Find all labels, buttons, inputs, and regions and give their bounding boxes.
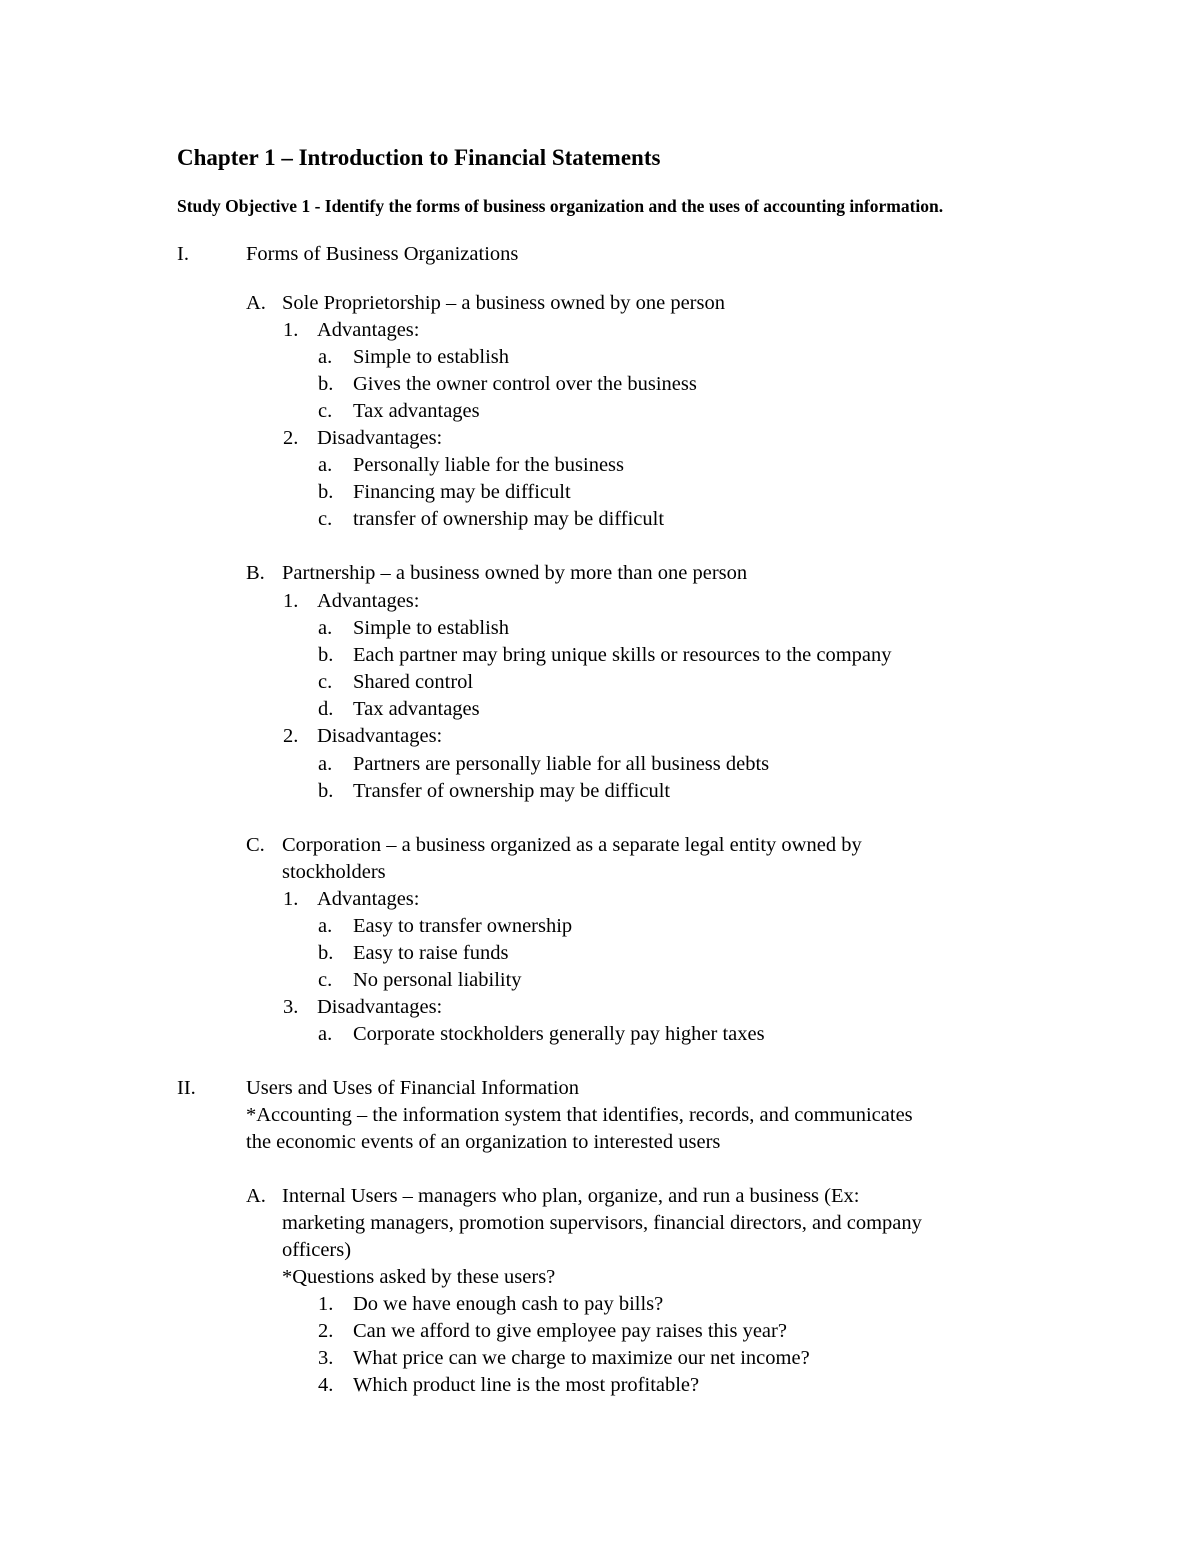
question-item: What price can we charge to maximize our net income? bbox=[353, 1347, 810, 1369]
list-item: Simple to establish bbox=[353, 617, 510, 639]
internal-users-marker: A. bbox=[246, 1185, 266, 1207]
corporation-heading-continued: stockholders bbox=[282, 861, 386, 883]
sole-proprietorship-heading: Sole Proprietorship – a business owned by one person bbox=[282, 292, 725, 314]
list-marker: b. bbox=[318, 373, 334, 395]
partnership-disadvantages-marker: 2. bbox=[283, 725, 299, 747]
question-marker: 2. bbox=[318, 1320, 334, 1342]
list-item: Corporate stockholders generally pay higher taxes bbox=[353, 1023, 765, 1045]
sole-disadvantages-marker: 2. bbox=[283, 427, 299, 449]
question-item: Can we afford to give employee pay raises this year? bbox=[353, 1320, 787, 1342]
sole-proprietorship-marker: A. bbox=[246, 292, 266, 314]
list-item: Tax advantages bbox=[353, 698, 480, 720]
corporation-disadvantages-label: Disadvantages: bbox=[317, 996, 443, 1018]
internal-users-heading-end: officers) bbox=[282, 1239, 352, 1261]
partnership-marker: B. bbox=[246, 562, 265, 584]
list-marker: a. bbox=[318, 1023, 333, 1045]
corporation-marker: C. bbox=[246, 834, 265, 856]
section-1-marker: I. bbox=[177, 243, 189, 265]
question-marker: 3. bbox=[318, 1347, 334, 1369]
list-item: Gives the owner control over the business bbox=[353, 373, 697, 395]
list-item: Easy to transfer ownership bbox=[353, 915, 573, 937]
question-item: Do we have enough cash to pay bills? bbox=[353, 1293, 664, 1315]
internal-users-heading-continued: marketing managers, promotion supervisors, financial directors, and company bbox=[282, 1212, 922, 1234]
list-item: transfer of ownership may be difficult bbox=[353, 508, 665, 530]
section-2-title: Users and Uses of Financial Information bbox=[246, 1077, 580, 1099]
sole-disadvantages-label: Disadvantages: bbox=[317, 427, 443, 449]
internal-users-heading: Internal Users – managers who plan, organize, and run a business (Ex: bbox=[282, 1185, 860, 1207]
partnership-disadvantages-label: Disadvantages: bbox=[317, 725, 443, 747]
list-marker: c. bbox=[318, 508, 333, 530]
chapter-title: Chapter 1 – Introduction to Financial Statements bbox=[177, 145, 661, 170]
list-marker: a. bbox=[318, 454, 333, 476]
list-marker: b. bbox=[318, 481, 334, 503]
accounting-definition-continued: the economic events of an organization to interested users bbox=[246, 1131, 721, 1153]
list-marker: c. bbox=[318, 400, 333, 422]
accounting-definition: *Accounting – the information system that identifies, records, and communicates bbox=[246, 1104, 913, 1126]
list-item: Easy to raise funds bbox=[353, 942, 509, 964]
list-marker: a. bbox=[318, 346, 333, 368]
list-marker: b. bbox=[318, 942, 334, 964]
list-marker: a. bbox=[318, 915, 333, 937]
list-marker: b. bbox=[318, 644, 334, 666]
corporation-heading: Corporation – a business organized as a separate legal entity owned by bbox=[282, 834, 862, 856]
section-2-marker: II. bbox=[177, 1077, 196, 1099]
partnership-heading: Partnership – a business owned by more than one person bbox=[282, 562, 748, 584]
corporation-advantages-marker: 1. bbox=[283, 888, 299, 910]
list-item: Each partner may bring unique skills or resources to the company bbox=[353, 644, 892, 666]
list-marker: d. bbox=[318, 698, 334, 720]
question-item: Which product line is the most profitable? bbox=[353, 1374, 700, 1396]
list-item: Financing may be difficult bbox=[353, 481, 571, 503]
list-item: Simple to establish bbox=[353, 346, 510, 368]
list-marker: a. bbox=[318, 617, 333, 639]
list-item: Tax advantages bbox=[353, 400, 480, 422]
list-item: Transfer of ownership may be difficult bbox=[353, 780, 671, 802]
question-marker: 1. bbox=[318, 1293, 334, 1315]
partnership-advantages-label: Advantages: bbox=[317, 590, 420, 612]
section-1-title: Forms of Business Organizations bbox=[246, 243, 519, 265]
list-marker: a. bbox=[318, 753, 333, 775]
partnership-advantages-marker: 1. bbox=[283, 590, 299, 612]
list-marker: b. bbox=[318, 780, 334, 802]
question-marker: 4. bbox=[318, 1374, 334, 1396]
list-item: No personal liability bbox=[353, 969, 522, 991]
sole-advantages-marker: 1. bbox=[283, 319, 299, 341]
list-marker: c. bbox=[318, 969, 333, 991]
list-item: Personally liable for the business bbox=[353, 454, 625, 476]
questions-label: *Questions asked by these users? bbox=[282, 1266, 556, 1288]
corporation-advantages-label: Advantages: bbox=[317, 888, 420, 910]
list-item: Shared control bbox=[353, 671, 474, 693]
sole-advantages-label: Advantages: bbox=[317, 319, 420, 341]
list-marker: c. bbox=[318, 671, 333, 693]
list-item: Partners are personally liable for all business debts bbox=[353, 753, 770, 775]
corporation-disadvantages-marker: 3. bbox=[283, 996, 299, 1018]
study-objective: Study Objective 1 - Identify the forms of business organization and the uses of accounting information. bbox=[177, 196, 944, 216]
